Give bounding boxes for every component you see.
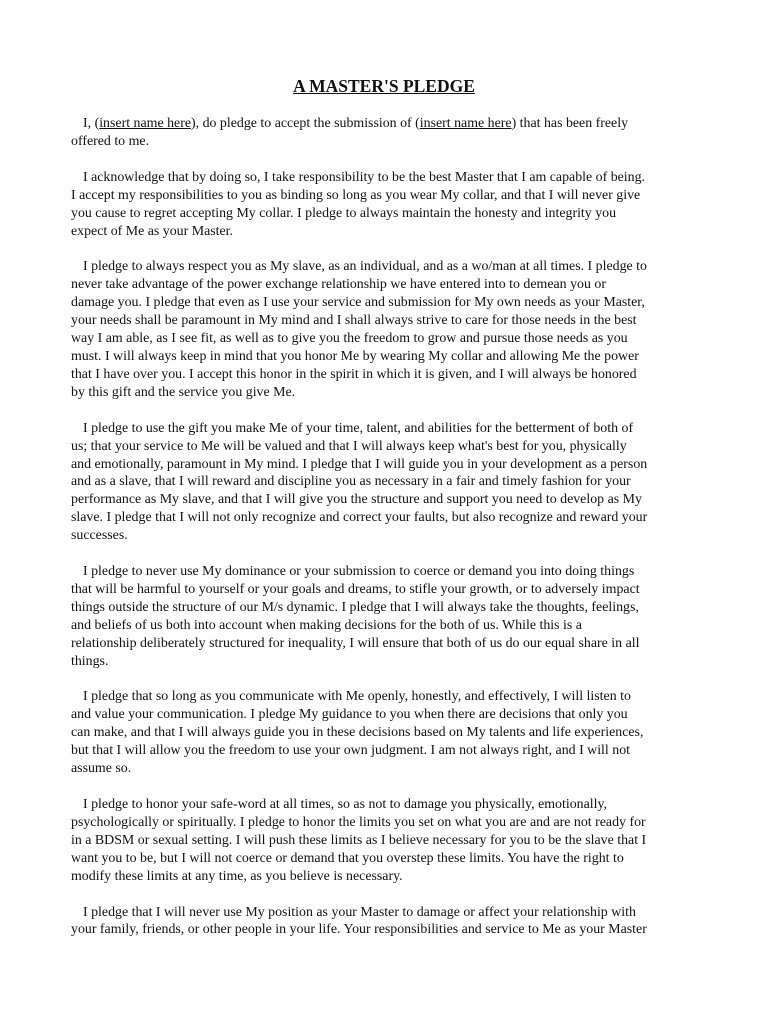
text-run: ), do pledge to accept the submission of (	[191, 116, 420, 131]
paragraph-5	[71, 563, 701, 670]
paragraph-line: you cause to regret accepting My collar. I pledge to always maintain the honesty and integrity you	[71, 205, 617, 221]
paragraph-line: relationship deliberately structured for inequality, I will ensure that both of us do our equal share in all	[71, 635, 640, 651]
paragraph-line: assume so.	[71, 761, 132, 777]
paragraph-3	[71, 258, 701, 401]
paragraph-line: that I have over you. I accept this honor in the spirit in which it is given, and I will always be honored	[71, 366, 637, 382]
name-placeholder: insert name here	[419, 116, 512, 131]
paragraph-line: want you to be, but I will not coerce or demand that you overstep these limits. You have the right to	[71, 850, 624, 866]
paragraph-line: slave. I pledge that I will not only recognize and correct your faults, but also recognize and reward your	[71, 510, 648, 526]
paragraph-line: offered to me.	[71, 133, 150, 149]
paragraph-line: I pledge that so long as you communicate with Me openly, honestly, and effectively, I will listen to	[83, 689, 631, 705]
name-placeholder: insert name here	[99, 116, 191, 131]
paragraph-line: I acknowledge that by doing so, I take responsibility to be the best Master that I am capable of being.	[83, 169, 646, 185]
paragraph-line: and value your communication. I pledge My guidance to you when there are decisions that only you	[71, 707, 628, 723]
paragraph-line: your family, friends, or other people in your life. Your responsibilities and service to Me as your Master	[71, 922, 647, 938]
paragraph-line	[71, 115, 701, 133]
paragraph-line: modify these limits at any time, as you believe is necessary.	[71, 868, 403, 884]
paragraph-line: successes.	[71, 528, 128, 544]
paragraph-line: I pledge to use the gift you make Me of your time, talent, and abilities for the betterment of both of	[83, 420, 634, 436]
paragraph-line: I pledge to never use My dominance or your submission to coerce or demand you into doing things	[83, 564, 635, 580]
paragraph-line: and beliefs of us both into account when making decisions for the both of us. While this is a	[71, 617, 582, 633]
text-run: I, (	[83, 116, 100, 131]
paragraph-line: performance as My slave, and that I will give you the structure and support you need to develop as My	[71, 492, 642, 508]
paragraph-line: never take advantage of the power exchange relationship we have entered into to demean you or	[71, 277, 606, 293]
paragraph-line: us; that your service to Me will be valued and that I will always keep what's best for you, physically	[71, 438, 627, 454]
paragraph-line: your needs shall be paramount in My mind and I shall always strive to care for those needs in the best	[71, 313, 637, 329]
paragraph-line: and as a slave, that I will reward and discipline you as necessary in a fair and timely fashion for your	[71, 474, 631, 490]
paragraph-line: but that I will allow you the freedom to use your own judgment. I am not always right, and I will not	[71, 743, 630, 759]
paragraph-list	[71, 169, 701, 940]
paragraph-2	[71, 169, 701, 241]
paragraph-line: can make, and that I will always guide you in these decisions based on My talents and life experiences,	[71, 725, 644, 741]
paragraph-line: damage you. I pledge that even as I use your service and submission for My own needs as your Master,	[71, 295, 645, 311]
document-body	[71, 115, 701, 957]
paragraph-line: and emotionally, paramount in My mind. I pledge that I will guide you in your development as a person	[71, 456, 648, 472]
paragraph-line: in a BDSM or sexual setting. I will push these limits as I believe necessary for you to be the slave that I	[71, 832, 647, 848]
paragraph-line: things outside the structure of our M/s dynamic. I pledge that I will always take the thoughts, feelings,	[71, 599, 639, 615]
paragraph-line: I pledge that I will never use My position as your Master to damage or affect your relationship with	[83, 904, 636, 920]
paragraph-8	[71, 904, 701, 940]
paragraph-line: way I am able, as I see fit, as well as to give you the freedom to grow and pursue those needs as you	[71, 331, 628, 347]
paragraph-7	[71, 796, 701, 886]
paragraph-line: that will be harmful to yourself or your goals and dreams, to stifle your growth, or to adversely impact	[71, 581, 640, 597]
paragraph-line: by this gift and the service you give Me.	[71, 384, 296, 400]
paragraph-line: things.	[71, 653, 109, 669]
paragraph-line: I pledge to honor your safe-word at all times, so as not to damage you physically, emotionally,	[83, 797, 607, 812]
paragraph-1	[71, 115, 701, 151]
paragraph-4	[71, 420, 701, 545]
paragraph-line: I pledge to always respect you as My slave, as an individual, and as a wo/man at all times. I pledge to	[83, 259, 647, 275]
paragraph-line: psychologically or spiritually. I pledge to honor the limits you set on what you are and are not ready for	[71, 814, 646, 830]
text-run: ) that has been freely	[511, 116, 629, 131]
paragraph-6	[71, 688, 701, 778]
document-title: A MASTER'S PLEDGE	[293, 76, 475, 96]
paragraph-line: expect of Me as your Master.	[71, 223, 234, 239]
paragraph-line: must. I will always keep in mind that you honor Me by wearing My collar and allowing Me the power	[71, 348, 639, 364]
paragraph-line: I accept my responsibilities to you as binding so long as you wear My collar, and that I will never give	[71, 187, 641, 203]
